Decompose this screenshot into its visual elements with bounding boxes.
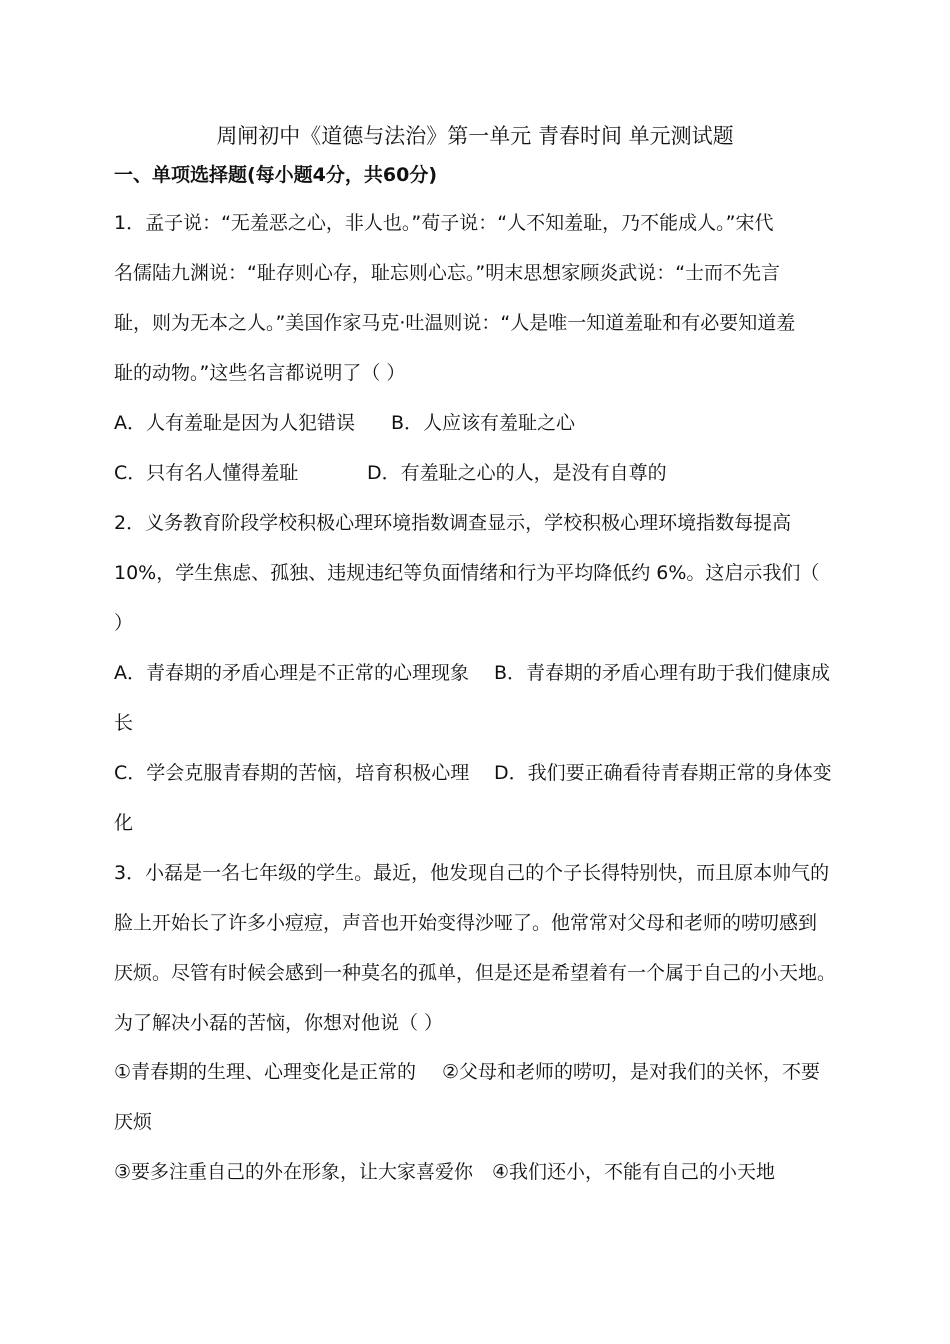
question-2-option-d: D．我们要正确看待青春期正常的身体变 (494, 762, 832, 784)
question-1-stem-line-3: 耻，则为无本之人。”美国作家马克·吐温则说：“人是唯一知道羞耻和有必要知道羞 (114, 312, 796, 334)
question-2-option-b-continued: 长 (114, 712, 134, 734)
question-3-options-row-2 (114, 1157, 775, 1187)
question-1-stem-line-1: 1．孟子说：“无羞恶之心，非人也。”荀子说：“人不知羞耻，乃不能成人。”宋代 (114, 212, 774, 234)
question-3-option-4: ④我们还小，不能有自己的小天地 (492, 1161, 776, 1183)
question-3-option-1: ①青春期的生理、心理变化是正常的 (114, 1061, 417, 1083)
document-title: 周闸初中《道德与法治》第一单元 青春时间 单元测试题 (216, 124, 734, 148)
question-1-option-b: B．人应该有羞耻之心 (391, 412, 576, 434)
question-1-option-c: C．只有名人懂得羞耻 (114, 462, 299, 484)
question-2-option-b: B．青春期的矛盾心理有助于我们健康成 (494, 662, 831, 684)
question-1-stem-line-2: 名儒陆九渊说：“耻存则心存，耻忘则心忘。”明末思想家顾炎武说：“士而不先言 (114, 262, 781, 284)
question-1-stem-line-4: 耻的动物。”这些名言都说明了（ ） (114, 362, 406, 384)
question-2-stem-line-3: ） (114, 612, 134, 634)
question-3-stem-line-4: 为了解决小磊的苦恼，你想对他说（ ） (114, 1012, 444, 1034)
question-2-option-c: C．学会克服青春期的苦恼，培育积极心理 (114, 762, 470, 784)
question-3-options-row-1 (114, 1057, 820, 1087)
question-1-options-row-1 (114, 408, 575, 438)
question-3-option-3: ③要多注重自己的外在形象，让大家喜爱你 (114, 1161, 474, 1183)
question-2-stem-line-2: 10%，学生焦虑、孤独、违规违纪等负面情绪和行为平均降低约 6%。这启示我们（ (114, 562, 820, 584)
question-2-options-row-1 (114, 658, 830, 688)
question-3-option-2-continued: 厌烦 (114, 1111, 153, 1133)
question-3-stem-line-3: 厌烦。尽管有时候会感到一种莫名的孤单，但是还是希望着有一个属于自己的小天地。 (114, 962, 837, 984)
question-3-stem-line-2: 脸上开始长了许多小痘痘，声音也开始变得沙哑了。他常常对父母和老师的唠叨感到 (114, 912, 818, 934)
question-1-option-a: A．人有羞耻是因为人犯错误 (114, 412, 355, 434)
section-heading: 一、单项选择题(每小题4分，共60分) (114, 164, 438, 186)
question-3-stem-line-1: 3．小磊是一名七年级的学生。最近，他发现自己的个子长得特别快，而且原本帅气的 (114, 862, 830, 884)
question-2-options-row-2 (114, 758, 832, 788)
question-2-stem-line-1: 2．义务教育阶段学校积极心理环境指数调查显示，学校积极心理环境指数每提高 (114, 512, 792, 534)
question-2-option-a: A．青春期的矛盾心理是不正常的心理现象 (114, 662, 469, 684)
question-2-option-d-continued: 化 (114, 812, 134, 834)
question-3-option-2: ②父母和老师的唠叨，是对我们的关怀，不要 (442, 1061, 821, 1083)
question-1-options-row-2 (114, 458, 667, 488)
question-1-option-d: D．有羞耻之心的人，是没有自尊的 (367, 462, 667, 484)
